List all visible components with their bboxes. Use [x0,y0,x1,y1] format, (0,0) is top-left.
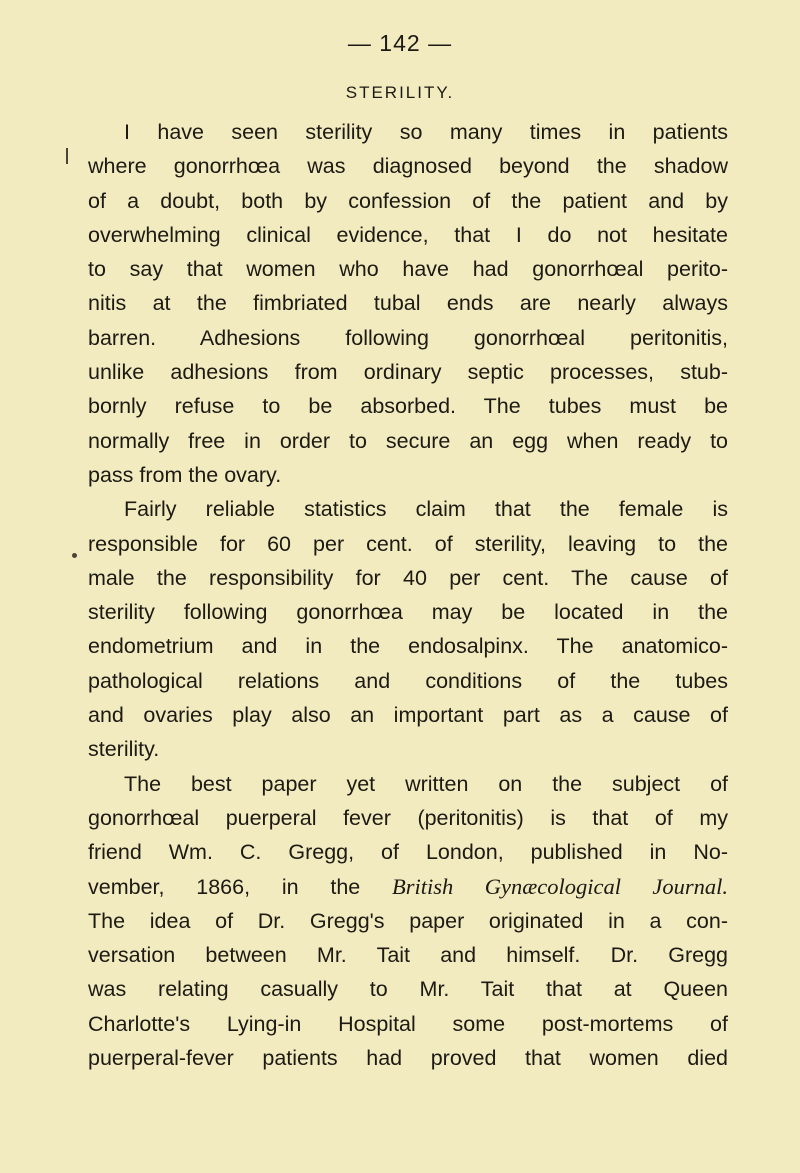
text-line: friend Wm. C. Gregg, of London, published in No- [88,840,728,865]
text-line-with-journal [88,870,728,904]
text-line: The idea of Dr. Gregg's paper originated in a con- [88,908,728,933]
text-line: pass from the ovary. [88,462,282,487]
journal-title: British Gynæcological Journal. [392,873,728,899]
margin-mark [66,148,68,164]
text-line: gonorrhœal puerperal fever (peritonitis) is that of my [88,805,728,830]
text-line: and ovaries play also an important part as a cause of [88,703,728,728]
text-line: versation between Mr. Tait and himself. Dr. Gregg [88,943,728,968]
text-line: I have seen sterility so many times in patients [124,120,728,144]
margin-mark [72,553,77,558]
text-line: responsible for 60 per cent. of sterility, leaving to the [88,531,728,556]
text-line: nitis at the fimbriated tubal ends are nearly always [88,291,728,316]
text-line: bornly refuse to be absorbed. The tubes must be [88,394,728,419]
text-line: endometrium and in the endosalpinx. The anatomico- [88,634,728,659]
text-line: where gonorrhœa was diagnosed beyond the shadow [88,154,728,179]
text-line: unlike adhesions from ordinary septic processes, stub- [88,360,728,385]
page-number: — 142 — [347,30,453,56]
text-line: was relating casually to Mr. Tait that at Queen [88,977,728,1002]
text-segment: vember, 1866, in the [88,874,393,899]
text-line: The best paper yet written on the subject of [124,771,728,796]
text-line: Fairly reliable statistics claim that the female is [124,497,728,522]
text-line: sterility following gonorrhœa may be located in the [88,600,728,625]
text-line: Charlotte's Lying-in Hospital some post-mortems of [88,1011,728,1036]
text-line: of a doubt, both by confession of the patient and by [88,188,728,213]
text-line: puerperal-fever patients had proved that women died [88,1046,728,1071]
body-text [88,115,728,1075]
running-head: STERILITY. [345,83,455,102]
text-line: overwhelming clinical evidence, that I do not hesitate [88,222,728,247]
text-line: barren. Adhesions following gonorrhœal peritonitis, [88,325,728,350]
text-line: male the responsibility for 40 per cent. The cause of [88,565,728,590]
text-line: to say that women who have had gonorrhœal perito- [88,257,728,282]
text-line: sterility. [88,737,160,762]
text-line: normally free in order to secure an egg when ready to [88,428,728,453]
text-line: pathological relations and conditions of the tubes [88,668,728,693]
